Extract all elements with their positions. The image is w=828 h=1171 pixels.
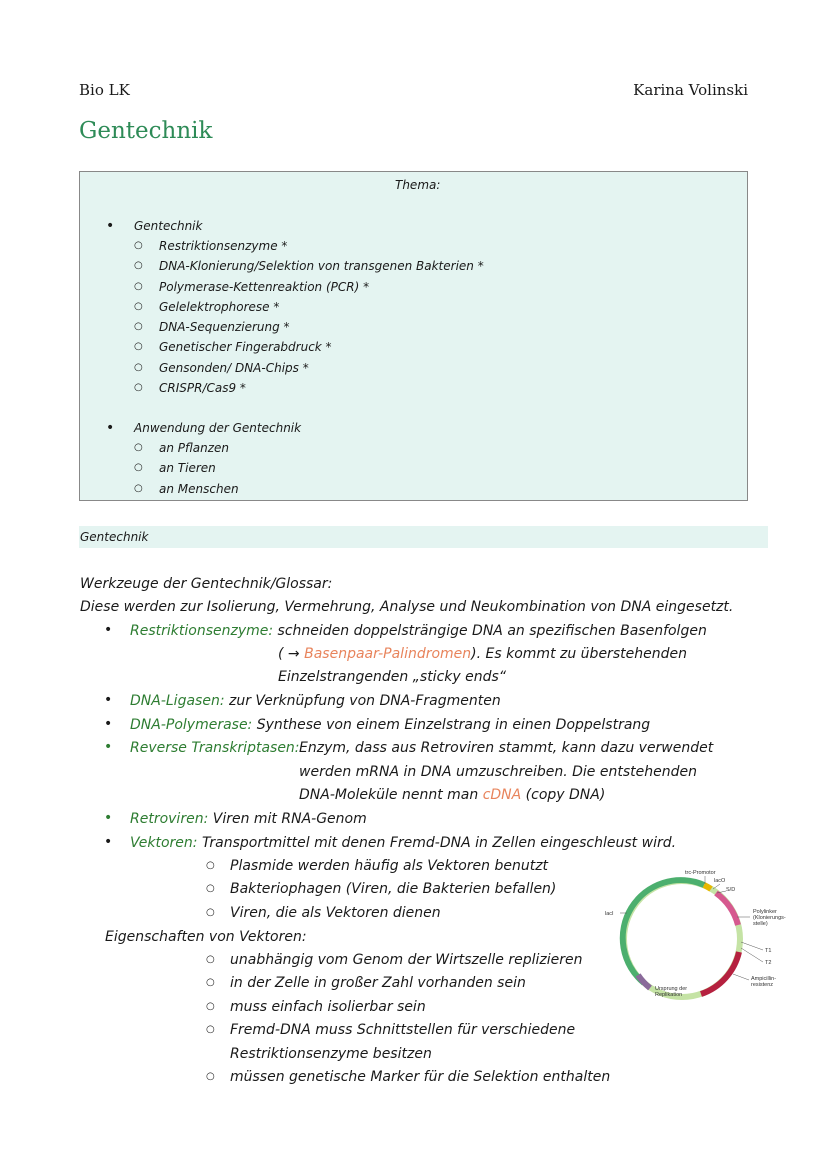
topic-group-label: Gentechnik: [134, 219, 203, 233]
section-bar: [79, 526, 768, 548]
text-fragment: ). Es kommt zu überstehenden: [471, 646, 687, 662]
term-definition: zur Verknüpfung von DNA-Fragmenten: [229, 693, 501, 709]
term-definition: Viren mit RNA-Genom: [212, 811, 367, 827]
topic-item: DNA-Sequenzierung *: [159, 320, 290, 334]
leader-line: [741, 948, 763, 962]
label-polylinker-2: (Klonierungs-: [753, 915, 786, 921]
header-course: Bio LK: [79, 81, 130, 99]
leader-line: [741, 942, 763, 950]
circle-bullet-icon: ○: [134, 240, 143, 251]
label-ori: Ursprung der: [655, 986, 688, 992]
circle-bullet-icon: ○: [206, 954, 215, 965]
ori-segment: [638, 975, 650, 988]
circle-bullet-icon: ○: [134, 281, 143, 292]
term-vektoren: [130, 835, 676, 851]
glossary-intro: Diese werden zur Isolierung, Vermehrung, Analyse und Neukombination von DNA eingesetzt.: [80, 599, 734, 615]
header-author: Karina Volinski: [633, 81, 748, 99]
term-definition: Transportmittel mit denen Fremd-DNA in Zellen eingeschleust wird.: [201, 835, 677, 851]
circle-bullet-icon: ○: [134, 341, 143, 352]
circle-bullet-icon: ○: [134, 301, 143, 312]
term-rt-def1: Enzym, dass aus Retroviren stammt, kann dazu verwendet: [299, 740, 714, 756]
term-rt-def3: [299, 787, 605, 803]
term-label: Vektoren:: [130, 835, 198, 851]
section-title: Gentechnik: [80, 530, 149, 544]
bullet-icon: •: [104, 739, 113, 755]
property-item: in der Zelle in großer Zahl vorhanden sein: [230, 975, 526, 991]
property-item-continued: Restriktionsenzyme besitzen: [230, 1046, 432, 1062]
term-retroviren: [130, 811, 367, 827]
circle-bullet-icon: ○: [134, 382, 143, 393]
leader-line: [713, 884, 720, 889]
property-item: unabhängig vom Genom der Wirtszelle replizieren: [230, 952, 583, 968]
circle-bullet-icon: ○: [206, 1071, 215, 1082]
highlight-term: cDNA: [482, 787, 522, 803]
topic-item: Restriktionsenzyme *: [159, 239, 288, 253]
circle-bullet-icon: ○: [206, 860, 215, 871]
topic-heading: Thema:: [395, 178, 441, 192]
page-title: Gentechnik: [79, 118, 213, 144]
topic-group-label: Anwendung der Gentechnik: [134, 421, 302, 435]
term-restriction: [130, 623, 707, 639]
label-ampicillin-2: resistenz: [751, 982, 774, 988]
text-fragment: DNA-Moleküle nennt man: [299, 787, 479, 803]
term-rt-label: Reverse Transkriptasen:: [130, 740, 300, 756]
term-rt-def2: werden mRNA in DNA umzuschreiben. Die entstehenden: [299, 764, 697, 780]
term-label: DNA-Ligasen:: [130, 693, 225, 709]
circle-bullet-icon: ○: [134, 362, 143, 373]
ampicillin-segment: [701, 952, 739, 994]
property-item: müssen genetische Marker für die Selektion enthalten: [230, 1069, 611, 1085]
vector-item: Bakteriophagen (Viren, die Bakterien befallen): [230, 881, 557, 897]
circle-bullet-icon: ○: [134, 260, 143, 271]
leader-line: [733, 974, 749, 980]
circle-bullet-icon: ○: [134, 462, 143, 473]
topic-item: DNA-Klonierung/Selektion von transgenen Bakterien *: [159, 259, 484, 273]
label-polylinker-3: stelle): [753, 921, 768, 927]
glossary-heading: Werkzeuge der Gentechnik/Glossar:: [80, 576, 333, 592]
term-label: DNA-Polymerase:: [130, 717, 253, 733]
circle-bullet-icon: ○: [134, 483, 143, 494]
label-ampicillin: Ampicillin-: [751, 976, 777, 982]
term-polymerase: [130, 717, 650, 733]
label-laci: lacI: [605, 911, 614, 917]
bullet-icon: •: [104, 834, 113, 850]
bullet-icon: •: [104, 622, 113, 638]
topic-item: Gelelektrophorese *: [159, 300, 280, 314]
properties-heading: Eigenschaften von Vektoren:: [105, 929, 307, 945]
topic-item: an Tieren: [159, 461, 216, 475]
plasmid-diagram: [600, 862, 800, 1022]
text-fragment: ( →: [278, 646, 300, 662]
term-ligase: [130, 693, 501, 709]
term-label: Retroviren:: [130, 811, 209, 827]
circle-bullet-icon: ○: [206, 977, 215, 988]
label-trc: trc-Promotor: [685, 870, 716, 876]
bullet-icon: •: [106, 420, 115, 436]
topic-item: CRISPR/Cas9 *: [159, 381, 246, 395]
trc-segment: [704, 885, 711, 889]
label-polylinker: Polylinker: [753, 909, 777, 915]
label-t2: T2: [765, 960, 772, 966]
text-fragment: (copy DNA): [525, 787, 606, 803]
circle-bullet-icon: ○: [206, 883, 215, 894]
topic-item: Polymerase-Kettenreaktion (PCR) *: [159, 280, 370, 294]
circle-bullet-icon: ○: [134, 321, 143, 332]
label-sd: S/D: [726, 887, 736, 893]
topic-item: an Menschen: [159, 482, 239, 496]
bullet-icon: •: [106, 218, 115, 234]
bullet-icon: •: [104, 692, 113, 708]
term-restriction-line3: Einzelstrangenden „sticky ends“: [278, 669, 507, 685]
term-restriction-line2: [278, 646, 687, 662]
property-item: Fremd-DNA muss Schnittstellen für verschiedene: [230, 1022, 576, 1038]
topic-item: Genetischer Fingerabdruck *: [159, 340, 332, 354]
vector-item: Viren, die als Vektoren dienen: [230, 905, 441, 921]
term-definition: Synthese von einem Einzelstrang in einen Doppelstrang: [256, 717, 651, 733]
label-t1: T1: [765, 948, 772, 954]
circle-bullet-icon: ○: [206, 1001, 215, 1012]
label-ori-2: Replikation: [655, 992, 683, 998]
term-label: Restriktionsenzyme:: [130, 623, 274, 639]
circle-bullet-icon: ○: [206, 907, 215, 918]
topic-item: Gensonden/ DNA-Chips *: [159, 361, 309, 375]
highlight-term: Basenpaar-Palindromen: [304, 646, 472, 662]
bullet-icon: •: [104, 810, 113, 826]
vector-item: Plasmide werden häufig als Vektoren benutzt: [230, 858, 549, 874]
topic-item: an Pflanzen: [159, 441, 230, 455]
term-definition: schneiden doppelsträngige DNA an spezifischen Basenfolgen: [277, 623, 707, 639]
property-item: muss einfach isolierbar sein: [230, 999, 426, 1015]
circle-bullet-icon: ○: [206, 1024, 215, 1035]
label-laco: lacO: [714, 878, 726, 884]
circle-bullet-icon: ○: [134, 442, 143, 453]
bullet-icon: •: [104, 716, 113, 732]
